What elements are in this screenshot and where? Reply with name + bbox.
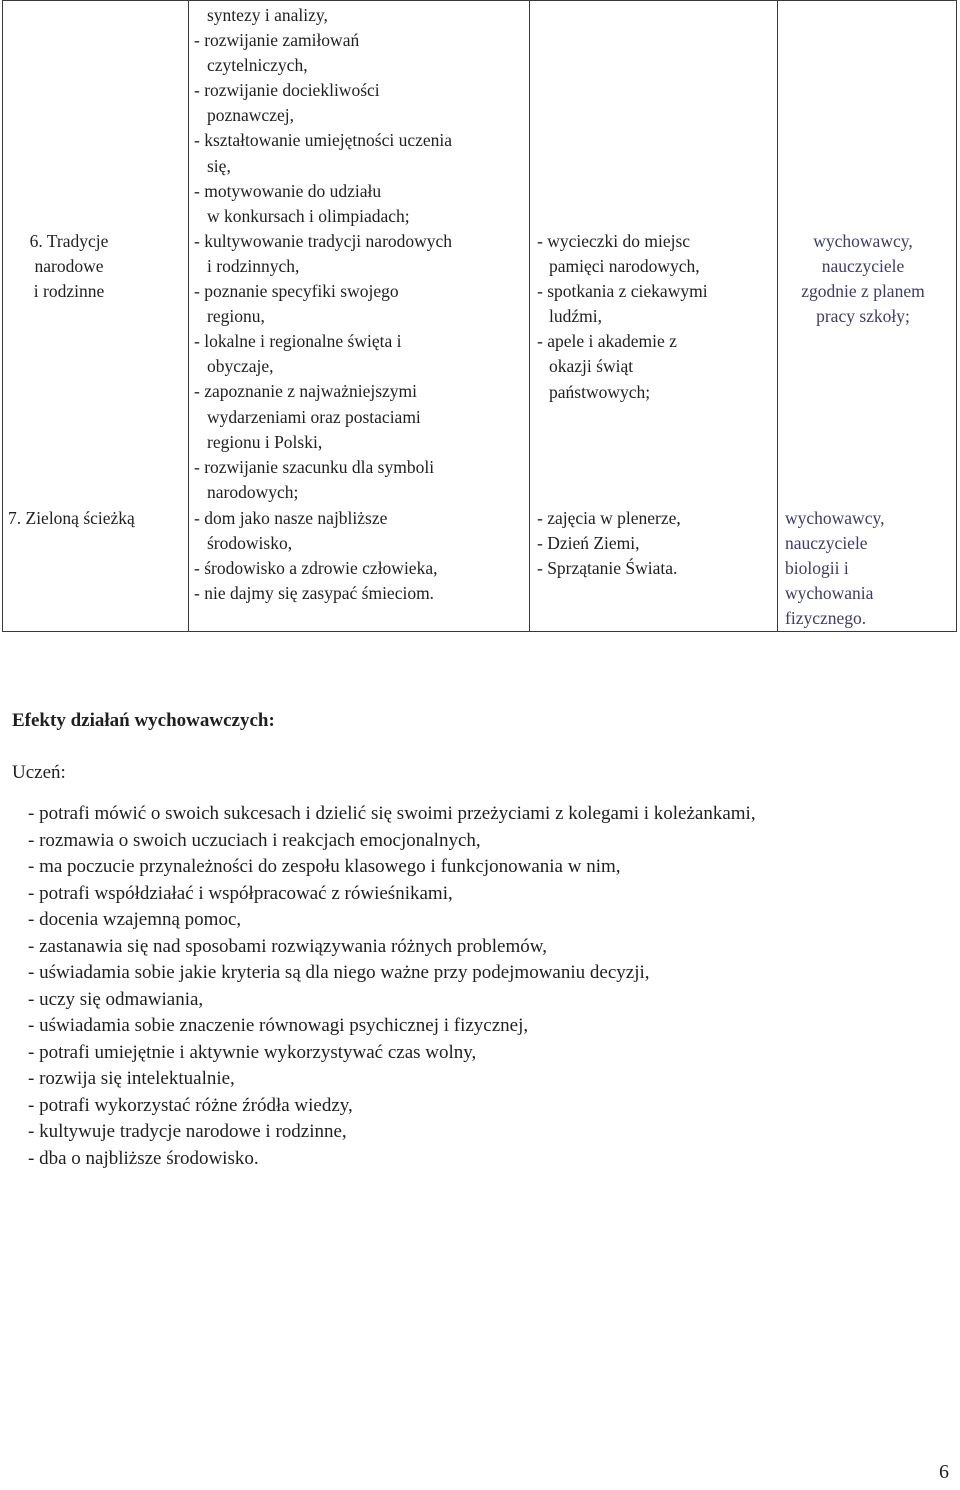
- row-7-responsible: [785, 506, 884, 631]
- task-line: - motywowanie do udziału: [194, 180, 382, 201]
- form-line: - Sprzątanie Świata.: [537, 558, 678, 579]
- task-line: - kultywowanie tradycji narodowych: [194, 230, 453, 251]
- task-line: obyczaje,: [207, 356, 274, 377]
- row-6-forms: [537, 229, 708, 405]
- task-line: i rodzinnych,: [207, 255, 300, 276]
- list-item: - dba o najbliższe środowisko.: [28, 1147, 259, 1169]
- row-6-area-line: i rodzinne: [33, 281, 105, 302]
- responsible-line: biologii i: [785, 558, 849, 579]
- form-line: - wycieczki do miejsc: [537, 231, 691, 251]
- row-7-area: [8, 506, 135, 531]
- responsible-line: nauczyciele: [821, 256, 905, 277]
- page-number: 6: [939, 1461, 949, 1483]
- responsible-line: fizycznego.: [785, 608, 867, 629]
- list-item: - ma poczucie przynależności do zespołu klasowego i funkcjonowania w nim,: [28, 856, 621, 877]
- task-line: w konkursach i olimpiadach;: [207, 205, 410, 226]
- list-item: - rozwija się intelektualnie,: [28, 1068, 235, 1089]
- effects-intro: Uczeń:: [12, 762, 66, 783]
- form-line: - apele i akademie z: [537, 331, 677, 352]
- responsible-line: pracy szkoły;: [816, 306, 910, 327]
- task-line: - poznanie specyfiki swojego: [194, 281, 399, 302]
- task-line: czytelniczych,: [207, 55, 308, 76]
- table-col-divider-1: [188, 0, 189, 632]
- list-item: - uświadamia sobie znaczenie równowagi psychicznej i fizycznej,: [28, 1015, 529, 1036]
- responsible-line: nauczyciele: [785, 533, 868, 554]
- row-7-forms: [537, 506, 681, 581]
- form-line: - spotkania z ciekawymi: [537, 281, 708, 302]
- row-6-area-line: 6. Tradycje: [29, 231, 109, 251]
- task-line: syntezy i analizy,: [207, 5, 328, 25]
- task-line: - dom jako nasze najbliższe: [194, 508, 388, 528]
- row-7-tasks: [194, 506, 437, 606]
- form-line: - zajęcia w plenerze,: [537, 508, 681, 528]
- row-6-area-line: narodowe: [34, 256, 104, 277]
- table-border-left: [2, 0, 3, 632]
- table-border-right: [956, 0, 957, 632]
- list-item: - kultywuje tradycje narodowe i rodzinne,: [28, 1121, 347, 1142]
- task-line: regionu,: [207, 306, 265, 327]
- effects-list: [28, 801, 756, 1172]
- row-6-area: [12, 229, 126, 304]
- form-line: - Dzień Ziemi,: [537, 533, 640, 554]
- responsible-line: wychowania: [785, 583, 874, 604]
- effects-heading: Efekty działań wychowawczych:: [12, 710, 275, 731]
- task-line: - kształtowanie umiejętności uczenia: [194, 130, 453, 151]
- list-item: - potrafi mówić o swoich sukcesach i dzielić się swoimi przeżyciami z kolegami i koleżankami,: [28, 803, 756, 824]
- list-item: - potrafi wykorzystać różne źródła wiedzy,: [28, 1094, 353, 1116]
- form-line: ludźmi,: [549, 306, 602, 327]
- form-line: pamięci narodowych,: [549, 256, 700, 277]
- table-border-top: [2, 0, 957, 1]
- task-line: - rozwijanie dociekliwości: [194, 80, 380, 101]
- task-line: się,: [207, 155, 231, 176]
- row-6-responsible: [778, 229, 948, 329]
- list-item: - docenia wzajemną pomoc,: [28, 909, 242, 930]
- list-item: - uczy się odmawiania,: [28, 988, 204, 1010]
- task-line: - rozwijanie szacunku dla symboli: [194, 456, 435, 477]
- list-item: - potrafi współdziałać i współpracować z rówieśnikami,: [28, 882, 453, 904]
- task-line: - nie dajmy się zasypać śmieciom.: [194, 583, 435, 604]
- table-col-divider-2: [529, 0, 530, 632]
- task-line: poznawczej,: [207, 105, 294, 126]
- list-item: - rozmawia o swoich uczuciach i reakcjach emocjonalnych,: [28, 829, 481, 851]
- task-line: - zapoznanie z najważniejszymi: [194, 381, 418, 402]
- list-item: - uświadamia sobie jakie kryteria są dla niego ważne przy podejmowaniu decyzji,: [28, 962, 650, 983]
- form-line: państwowych;: [549, 381, 651, 402]
- form-line: okazji świąt: [549, 356, 634, 377]
- task-line: regionu i Polski,: [207, 431, 323, 452]
- task-line: - rozwijanie zamiłowań: [194, 30, 360, 51]
- responsible-line: wychowawcy,: [785, 508, 885, 528]
- responsible-line: wychowawcy,: [813, 231, 913, 251]
- row-7-area-line: 7. Zieloną ścieżką: [8, 508, 135, 528]
- task-line: - lokalne i regionalne święta i: [194, 331, 402, 352]
- task-line: narodowych;: [207, 481, 299, 502]
- task-line: wydarzeniami oraz postaciami: [207, 406, 421, 427]
- responsible-line: zgodnie z planem: [801, 281, 925, 302]
- task-line: środowisko,: [207, 533, 293, 554]
- row-6-tasks: [194, 3, 452, 505]
- list-item: - zastanawia się nad sposobami rozwiązywania różnych problemów,: [28, 935, 547, 957]
- task-line: - środowisko a zdrowie człowieka,: [194, 558, 438, 579]
- list-item: - potrafi umiejętnie i aktywnie wykorzystywać czas wolny,: [28, 1041, 477, 1063]
